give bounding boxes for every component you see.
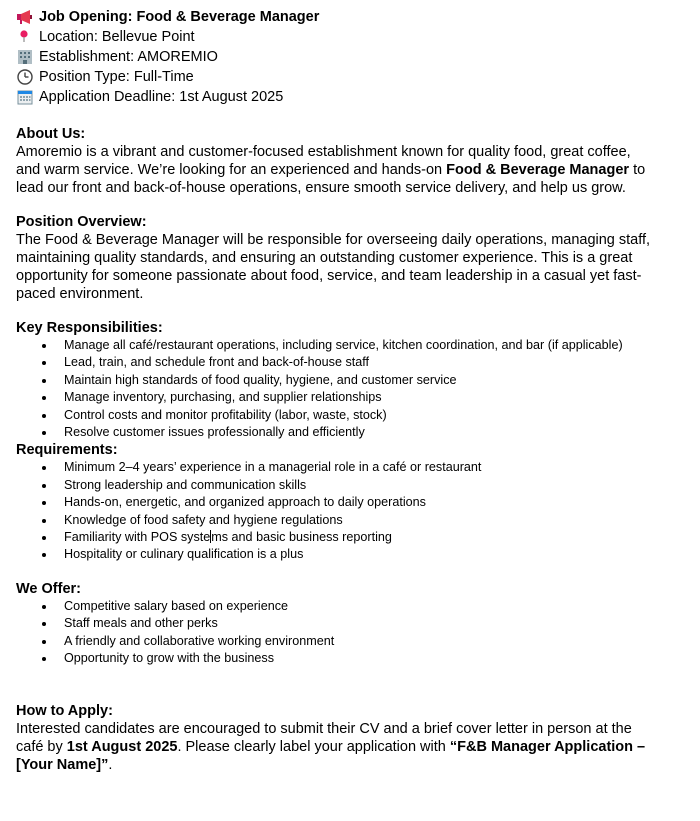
offer-section bbox=[16, 580, 656, 668]
establishment-line bbox=[16, 47, 656, 67]
overview-heading: Position Overview: bbox=[16, 214, 147, 230]
responsibilities-heading: Key Responsibilities: bbox=[16, 320, 163, 336]
apply-section bbox=[16, 702, 656, 774]
apply-text-part: . Please clearly label your application with bbox=[177, 738, 450, 755]
establishment-text: Establishment: AMOREMIO bbox=[39, 49, 218, 65]
about-text-part: Amoremio is a vibrant and customer-focused establishment known for quality food, great coffee, and warm service. We’re looking for an experienced and hands-on bbox=[16, 144, 631, 178]
about-heading: About Us: bbox=[16, 126, 86, 142]
pin-icon bbox=[16, 28, 34, 46]
list-item: Manage inventory, purchasing, and supplier relationships bbox=[16, 389, 656, 406]
deadline-line bbox=[16, 87, 656, 107]
apply-label-bold: “F&B Manager Application – [Your Name]” bbox=[16, 738, 646, 773]
list-item: Opportunity to grow with the business bbox=[16, 650, 656, 667]
list-item: Manage all café/restaurant operations, including service, kitchen coordination, and bar (if applicable) bbox=[16, 337, 656, 354]
list-item bbox=[16, 529, 656, 546]
clock-icon bbox=[16, 68, 34, 86]
list-item: Hospitality or culinary qualification is a plus bbox=[16, 546, 656, 563]
list-item-text: ms and basic business reporting bbox=[211, 530, 392, 545]
location-text: Location: Bellevue Point bbox=[39, 29, 195, 45]
position-type-text: Position Type: Full-Time bbox=[39, 69, 194, 85]
apply-text-part: Interested candidates are encouraged to submit their CV and a brief cover letter in person at the café by bbox=[16, 720, 632, 755]
job-title: Job Opening: Food & Beverage Manager bbox=[39, 9, 320, 25]
list-item: Lead, train, and schedule front and back-of-house staff bbox=[16, 354, 656, 371]
about-text-part: to lead our front and back-of-house operations, ensure smooth service delivery, and help us grow. bbox=[16, 162, 646, 196]
megaphone-icon bbox=[16, 8, 34, 26]
position-type-line bbox=[16, 67, 656, 87]
list-item: Hands-on, energetic, and organized approach to daily operations bbox=[16, 494, 656, 511]
responsibilities-list bbox=[16, 337, 656, 441]
list-item: Resolve customer issues professionally and efficiently bbox=[16, 424, 656, 441]
list-item: Knowledge of food safety and hygiene regulations bbox=[16, 512, 656, 529]
job-title-line bbox=[16, 7, 656, 27]
list-item: Competitive salary based on experience bbox=[16, 598, 656, 615]
about-paragraph bbox=[16, 143, 656, 197]
calendar-icon bbox=[16, 88, 34, 106]
apply-heading: How to Apply: bbox=[16, 702, 113, 719]
about-section bbox=[16, 125, 656, 197]
building-icon bbox=[16, 48, 34, 66]
apply-date-bold: 1st August 2025 bbox=[66, 738, 178, 755]
list-item: Minimum 2–4 years’ experience in a managerial role in a café or restaurant bbox=[16, 459, 656, 476]
about-role-bold: Food & Beverage Manager bbox=[446, 162, 630, 178]
requirements-section bbox=[16, 441, 656, 563]
offer-list bbox=[16, 598, 656, 668]
list-item-text: Familiarity with POS syste bbox=[64, 530, 211, 545]
offer-heading: We Offer: bbox=[16, 580, 81, 597]
apply-paragraph bbox=[16, 720, 656, 774]
list-item: Maintain high standards of food quality, hygiene, and customer service bbox=[16, 372, 656, 389]
overview-paragraph: The Food & Beverage Manager will be responsible for overseeing daily operations, managing staff, maintaining quality standards, and ensuring an outstanding customer experience. This is a great opportunity for someone passionate about food, service, and team leadership in a casual yet fast-paced environment. bbox=[16, 232, 651, 302]
list-item: A friendly and collaborative working environment bbox=[16, 633, 656, 650]
deadline-text: Application Deadline: 1st August 2025 bbox=[39, 89, 284, 105]
list-item: Staff meals and other perks bbox=[16, 615, 656, 632]
overview-section bbox=[16, 213, 656, 303]
job-posting-document bbox=[16, 7, 656, 774]
responsibilities-section bbox=[16, 319, 656, 441]
location-line bbox=[16, 27, 656, 47]
list-item: Control costs and monitor profitability (labor, waste, stock) bbox=[16, 407, 656, 424]
requirements-list bbox=[16, 459, 656, 563]
apply-text-part: . bbox=[108, 756, 113, 773]
requirements-heading: Requirements: bbox=[16, 442, 118, 459]
list-item: Strong leadership and communication skills bbox=[16, 477, 656, 494]
